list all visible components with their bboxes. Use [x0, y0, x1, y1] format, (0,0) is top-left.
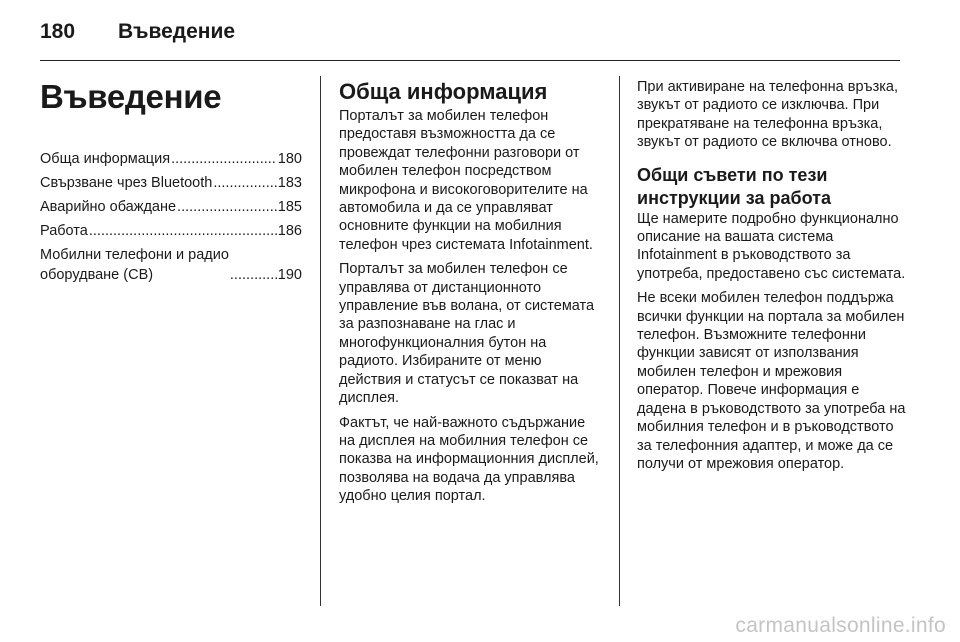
toc-item[interactable] — [40, 221, 302, 241]
body-paragraph: Фактът, че най-важното съдържание на дисплея на мобилния телефон се показва на информационния дисплей, позволява на водача да управлява удобно целия портал. — [339, 414, 599, 505]
toc-item-label: Обща информация — [40, 151, 171, 167]
toc-leader-dots — [177, 197, 277, 217]
watermark: carmanualsonline.info — [735, 614, 946, 637]
toc-leader-dots — [230, 265, 277, 285]
toc-item-page: 185 — [277, 199, 302, 215]
toc-item-label: Мобилни телефони и радио оборудване (CB) — [40, 247, 229, 283]
toc-leader-dots — [213, 173, 276, 193]
toc-item-label: Свързване чрез Bluetooth — [40, 175, 213, 191]
body-paragraph: При активиране на телефонна връзка, звукът от радиото се изключва. При прекратяване на телефонна връзка, звукът от радиото се включва отново. — [637, 79, 898, 151]
body-paragraph: Порталът за мобилен телефон предоставя възможността да се провеждат телефонни разговори от мобилен телефон посредством микрофона и високоговорителите на автомобила и да се управляват основните функции на мобилния телефон чрез системата Infotainment. — [339, 108, 593, 253]
body-paragraph: Порталът за мобилен телефон се управлява от дистанционното управление във волана, от системата за разпознаване на глас и многофункционалния бутон на радиото. Избираните от меню действия и статусът се показват на дисплея. — [339, 261, 595, 407]
chapter-title: Въведение — [40, 78, 222, 115]
toc-item[interactable] — [40, 245, 302, 285]
column-divider-2 — [619, 76, 620, 606]
toc-item-page: 180 — [277, 151, 302, 167]
toc-item-label: Аварийно обаждане — [40, 199, 177, 215]
header-divider — [40, 60, 900, 61]
toc-item-page: 183 — [277, 175, 302, 191]
toc-item[interactable] — [40, 197, 302, 217]
toc-item-page: 186 — [277, 223, 302, 239]
body-paragraph: Не всеки мобилен телефон поддържа всички функции на портала за мобилен телефон. Възможните телефонни функции зависят от използвания мобилен телефон и мрежовия оператор. Повече информация е дадена в ръководството за употреба на мобилния телефон и в ръководството за телефонния адаптер, и може да се получи от мрежовия оператор. — [637, 290, 906, 472]
column-2 — [339, 78, 605, 512]
toc-leader-dots — [171, 149, 277, 169]
page-header — [40, 12, 900, 60]
table-of-contents — [40, 149, 302, 285]
subsection-title: Общи съвети по тези инструкции за работа — [637, 164, 831, 208]
column-divider-1 — [320, 76, 321, 606]
page-number: 180 — [40, 20, 76, 43]
column-1 — [40, 78, 302, 289]
toc-leader-dots — [89, 221, 277, 241]
toc-item[interactable] — [40, 173, 302, 193]
body-paragraph: Ще намерите подробно функционално описание на вашата система Infotainment в ръководството за употреба, предоставено със системата. — [637, 210, 906, 282]
toc-item-page: 190 — [277, 267, 302, 283]
toc-item-label: Работа — [40, 223, 88, 239]
column-3 — [637, 78, 907, 479]
running-title: Въведение — [118, 20, 236, 43]
toc-item[interactable] — [40, 149, 302, 169]
section-title: Обща информация — [339, 79, 548, 104]
